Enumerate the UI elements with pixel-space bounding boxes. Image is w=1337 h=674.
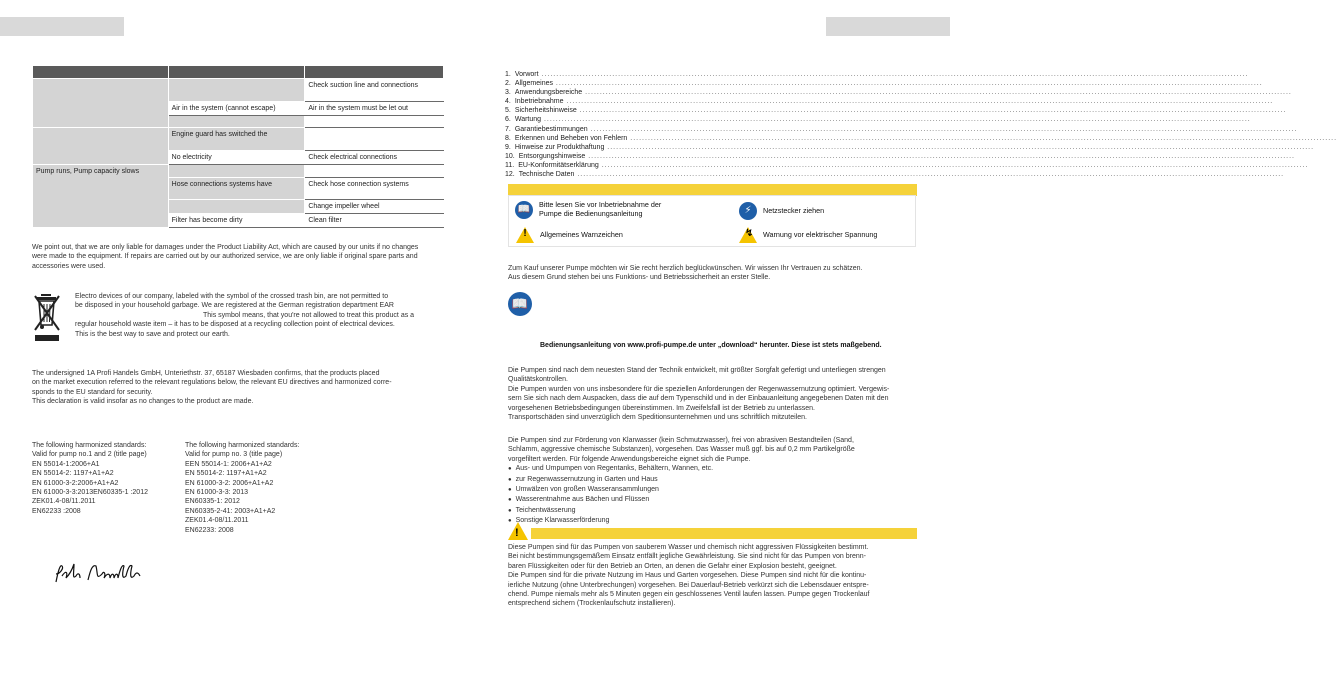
warning-line: Diese Pumpen sind für das Pumpen von sauberem Wasser und chemisch nicht aggressiven Flüssigkeiten bestimmt. (508, 544, 869, 551)
cause-cell: Air in the system (cannot escape) (168, 102, 305, 116)
high-voltage-icon: ↯ (739, 227, 757, 243)
unplug-icon: ⚡ (739, 202, 757, 220)
standard-item: ZEK01.4-08/11.2011 (185, 517, 249, 525)
toc-item[interactable]: 6. Wartung ................................................................................................................................................................................................................................................ (505, 116, 1251, 124)
symptom-cell (33, 79, 169, 128)
toc-number: 11. (505, 161, 515, 169)
cause-cell (168, 165, 305, 178)
standard-item: EN60335-1: 2012 (185, 498, 240, 506)
list-item: ● Umwälzen von großen Wasseransammlungen (508, 485, 920, 495)
table-row (33, 79, 444, 102)
warning-line: chend. Pumpe niemals mehr als 5 Minuten gegen ein geschlossenes Ventil laufen lassen. Pumpe gegen Trockenlauf (508, 591, 870, 599)
table-of-contents (505, 70, 1337, 179)
toc-number: 2. (505, 80, 511, 88)
remedy-cell: Clean filter (305, 214, 444, 228)
applications-list (508, 464, 920, 526)
page-tab-left (0, 17, 124, 36)
toc-item[interactable]: 9. Hinweise zur Produkthaftung ................................................................................................................................................................................................................................................ (505, 143, 1315, 151)
warning-icon: ! (516, 227, 534, 243)
read-manual-icon: 📖 (508, 292, 532, 316)
liability-paragraph: We point out, that we are only liable for damages under the Product Liability Act, which are caused by our units if no changes were made to the equipment. If repairs are carried out by our authorized service, we are only liable if original spare parts and accessories were used. (32, 244, 419, 270)
standards-list-right (185, 441, 345, 535)
toc-label: Entsorgungshinweise (518, 152, 586, 160)
warning-header-bar (531, 528, 917, 539)
toc-number: 12. (505, 171, 515, 179)
remedy-cell (305, 165, 444, 178)
list-item: ● Wasserentnahme aus Bächen und Flüssen (508, 495, 920, 505)
declaration-line: The undersigned 1A Profi Handels GmbH, Unteriethstr. 37, 65187 Wiesbaden confirms, that the products placed (32, 370, 380, 377)
list-item: ● Aus- und Umpumpen von Regentanks, Behältern, Wannen, etc. (508, 464, 920, 474)
applications-line: Schlamm, aggressive chemische Substanzen), vorgesehen. Das Wasser muß ggf. bis auf 0,2 mm Partikelgröße (508, 446, 855, 454)
toc-label: Technische Daten (518, 171, 575, 179)
intro-line: Aus diesem Grund stehen bei uns Funktions- und Betriebssicherheit an erster Stelle. (508, 274, 771, 282)
cause-cell (168, 200, 305, 214)
toc-item[interactable]: 10. Entsorgungshinweise ................................................................................................................................................................................................................................................ (505, 152, 1295, 160)
standard-item: EEN 55014-1: 2006+A1+A2 (185, 460, 272, 468)
list-item: ● zur Regenwassernutzung in Garten und Haus (508, 475, 920, 485)
standard-item: The following harmonized standards: (32, 442, 147, 449)
warning-line: baren Flüssigkeiten oder für den Betrieb an Orten, an denen die Gefahr einer Explosion besteht, geeignet. (508, 562, 837, 570)
warning-paragraph (508, 543, 920, 609)
legend-label: Allgemeines Warnzeichen (540, 229, 623, 239)
legend-voltage-warning (739, 227, 877, 243)
weee-line: regular household waste item – it has to be disposed at a recycling collection point of electrical devices. (75, 321, 395, 329)
remedy-cell: Air in the system must be let out (305, 102, 444, 116)
general-line: Die Pumpen sind nach dem neuesten Stand der Technik entwickelt, mit größter Sorgfalt gefertigt und unterliegen strengen (508, 367, 886, 374)
general-line: vorgesehenen Betriebsbedingungen übereinstimmen. Im Zweifelsfall ist der Betrieb zu unterlassen. (508, 404, 816, 412)
declaration-line: on the market execution referred to the relevant regulations below, the relevant EU directives and harmonized corre- (32, 379, 392, 387)
toc-label: Erkennen und Beheben von Fehlern (514, 134, 628, 142)
read-manual-icon: 📖 (515, 201, 533, 219)
toc-item[interactable]: 2. Allgemeines ................................................................................................................................................................................................................................................ (505, 80, 1263, 88)
toc-item[interactable]: 5. Sicherheitshinweise ................................................................................................................................................................................................................................................ (505, 107, 1287, 115)
applications-line: vorgefiltert werden. Für folgende Anwendungsbereiche eignet sich die Pumpe. (508, 455, 751, 463)
list-item: ● Sonstige Klarwasserförderung (508, 516, 920, 526)
symptom-cell (33, 128, 169, 165)
warning-line: Die Pumpen sind für die private Nutzung im Haus und Garten vorgesehen. Diese Pumpen sind nicht für die kontinu- (508, 572, 867, 580)
warning-line: ierliche Nutzung (ohne Unterbrechungen) vorgesehen. Bei Dauerlauf-Betrieb verkürzt sich die Lebensdauer entspre- (508, 581, 869, 589)
general-line: Qualitätskontrollen. (508, 376, 568, 384)
page-tab-right (826, 17, 950, 36)
remedy-cell: Check suction line and connections (305, 79, 444, 102)
toc-number: 1. (505, 71, 511, 78)
weee-line: This is the best way to save and protect our earth. (75, 330, 230, 338)
table-header (168, 66, 305, 79)
toc-number: 6. (505, 116, 511, 124)
toc-label: EU-Konformitätserklärung (518, 161, 599, 169)
general-line: Die Pumpen wurden von uns insbesondere für die speziellen Anforderungen der Regenwassernutzung optimiert. Vergewis- (508, 385, 890, 393)
toc-label: Anwendungsbereiche (514, 89, 583, 97)
table-header (33, 66, 169, 79)
declaration-line: sponds to the EU standard for security. (32, 388, 153, 396)
toc-label: Inbetriebnahme (514, 98, 564, 106)
toc-number: 5. (505, 107, 511, 115)
cause-cell: No electricity (168, 151, 305, 165)
general-line: Transportschäden sind unverzüglich dem Speditionsunternehmen und uns schriftlich mitzuteilen. (508, 414, 807, 422)
cause-cell: Hose connections systems have (168, 178, 305, 200)
cause-cell: Engine guard has switched the (168, 128, 305, 151)
standard-item: Valid for pump no.1 and 2 (title page) (32, 451, 147, 459)
declaration-line: This declaration is valid insofar as no changes to the product are made. (32, 398, 254, 406)
toc-label: Hinweise zur Produkthaftung (514, 143, 605, 151)
toc-label: Wartung (514, 116, 542, 124)
warning-line: Bei nicht bestimmungsgemäßem Einsatz entfällt jegliche Gewährleistung. Sie sind nicht für das Pumpen von brenn- (508, 553, 866, 561)
toc-item[interactable]: 3. Anwendungsbereiche ................................................................................................................................................................................................................................................ (505, 89, 1292, 97)
standard-item: EN 61000-3-2: 2006+A1+A2 (185, 479, 274, 487)
weee-line: Electro devices of our company, labeled with the symbol of the crossed trash bin, are not permitted to (75, 293, 389, 300)
warning-line: entsprechend sichern (Trockenlaufschutz installieren). (508, 600, 676, 608)
troubleshooting-table (32, 65, 444, 228)
toc-label: Garantiebestimmungen (514, 125, 588, 133)
toc-item[interactable]: 11. EU-Konformitätserklärung ................................................................................................................................................................................................................................................ (505, 161, 1309, 169)
toc-label: Vorwort (514, 71, 539, 78)
toc-number: 4. (505, 98, 511, 106)
standard-item: EN 55014-2: 1197+A1+A2 (32, 470, 114, 478)
legend-label: Netzstecker ziehen (763, 205, 825, 215)
signature-image (52, 560, 148, 586)
standard-item: ZEK01.4-08/11.2011 (32, 498, 96, 506)
table-header-row (33, 66, 444, 79)
legend-label: Bitte lesen Sie vor Inbetriebnahme der Pumpe die Bedienungsanleitung (539, 200, 662, 218)
general-line: sern Sie sich nach dem Auspacken, dass die auf dem Typenschild und in der Einbauanleitung angegebenen Daten mit den (508, 395, 889, 403)
standard-item: EN 55014-2: 1197+A1+A2 (185, 470, 267, 478)
standard-item: EN 61000-3-3:2013EN60335-1 :2012 (32, 489, 148, 497)
standard-item: The following harmonized standards: (185, 442, 300, 449)
table-header (305, 66, 444, 79)
intro-line: Zum Kauf unserer Pumpe möchten wir Sie recht herzlich beglückwünschen. Wir wissen Ihr Vertrauen zu schätzen. (508, 265, 863, 272)
intro-paragraph (508, 264, 920, 283)
cause-cell (168, 116, 305, 128)
toc-label: Sicherheitshinweise (514, 107, 577, 115)
toc-number: 9. (505, 143, 511, 151)
safety-symbols-legend (508, 195, 916, 247)
remedy-cell: Check hose connection systems (305, 178, 444, 200)
remedy-cell: Change impeller wheel (305, 200, 444, 214)
table-row (33, 128, 444, 151)
standard-item: EN 55014-1:2006+A1 (32, 460, 100, 468)
toc-item[interactable]: 7. Garantiebestimmungen ................................................................................................................................................................................................................................................ (505, 125, 1298, 133)
toc-item[interactable]: 1. Vorwort ................................................................................................................................................................................................................................................ (505, 71, 1249, 78)
standard-item: EN 61000-3-2:2006+A1+A2 (32, 479, 119, 487)
remedy-cell: Check electrical connections (305, 151, 444, 165)
table-row (33, 165, 444, 178)
weee-line: This symbol means, that you're not allowed to treat this product as a (203, 311, 415, 319)
standard-item: EN62233: 2008 (185, 526, 234, 534)
applications-paragraph (508, 436, 920, 527)
legend-label: Warnung vor elektrischer Spannung (763, 229, 878, 239)
crossed-trash-bin-icon (32, 291, 62, 343)
standard-item: EN62233 :2008 (32, 507, 81, 515)
toc-number: 8. (505, 134, 511, 142)
applications-line: Die Pumpen sind zur Förderung von Klarwasser (kein Schmutzwasser), frei von abrasiven Bestandteilen (Sand, (508, 437, 854, 444)
warning-icon-mark: ! (515, 527, 519, 539)
toc-item[interactable]: 8. Erkennen und Beheben von Fehlern ................................................................................................................................................................................................................................................ (505, 134, 1337, 142)
legend-general-warning (516, 227, 623, 243)
declaration-paragraph (32, 369, 444, 407)
symptom-cell: Pump runs, Pump capacity slows (33, 165, 169, 228)
toc-number: 10. (505, 152, 515, 160)
weee-paragraph (75, 292, 445, 339)
standards-list-left (32, 441, 182, 516)
legend-unplug (739, 202, 824, 220)
remedy-cell (305, 128, 444, 151)
download-note: Bedienungsanleitung von www.profi-pumpe.de unter „download“ herunter. Diese ist stets maßgebend. (540, 342, 882, 349)
weee-line: be disposed in your household garbage. We are registered at the German registration department EAR (75, 302, 394, 310)
general-paragraph (508, 366, 920, 422)
standard-item: Valid for pump no. 3 (title page) (185, 451, 283, 459)
legend-read-manual (515, 201, 705, 219)
toc-item[interactable]: 4. Inbetriebnahme ................................................................................................................................................................................................................................................ (505, 98, 1274, 106)
cause-cell: Filter has become dirty (168, 214, 305, 228)
toc-label: Allgemeines (514, 80, 553, 88)
list-item: ● Teichentwässerung (508, 506, 920, 516)
standard-item: EN60335-2-41: 2003+A1+A2 (185, 507, 276, 515)
toc-number: 7. (505, 125, 511, 133)
remedy-cell (305, 116, 444, 128)
standard-item: EN 61000-3-3: 2013 (185, 489, 249, 497)
toc-number: 3. (505, 89, 511, 97)
toc-item[interactable]: 12. Technische Daten ................................................................................................................................................................................................................................................ (505, 171, 1285, 179)
cause-cell (168, 79, 305, 102)
